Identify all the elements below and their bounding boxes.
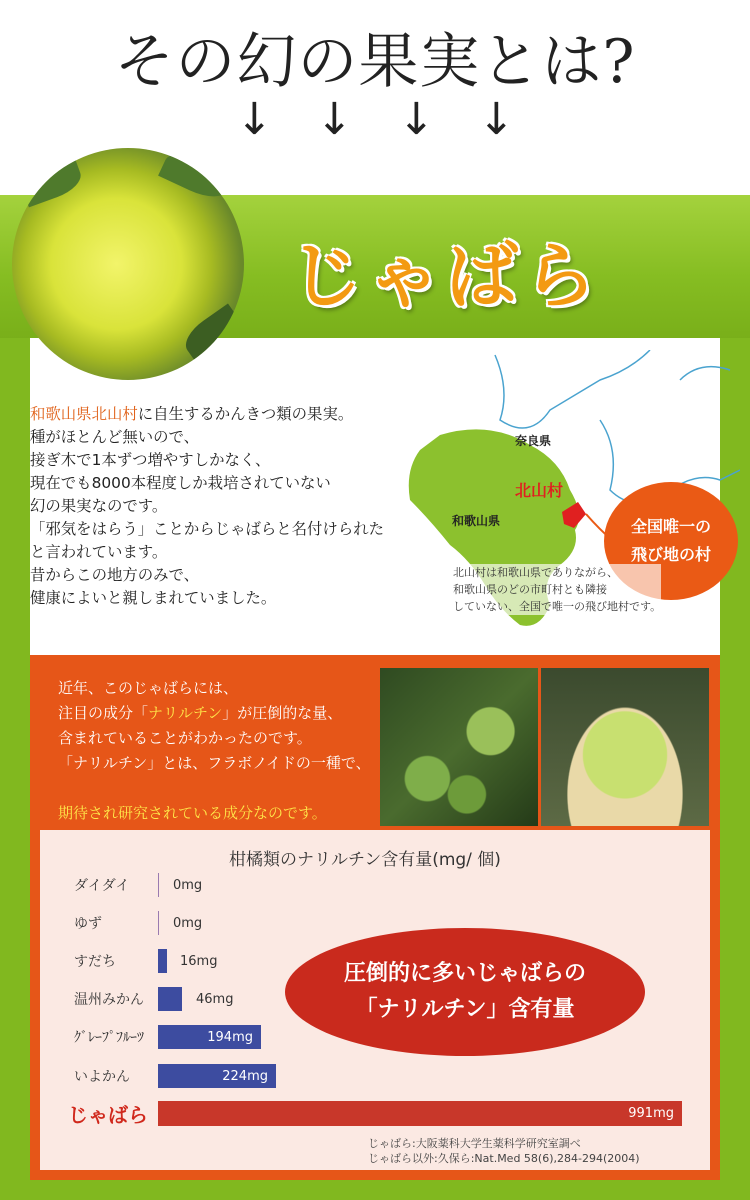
chart-value-label: 46mg bbox=[196, 992, 234, 1007]
intro-text bbox=[30, 403, 420, 610]
naringin-line: 注目の成分「ナリルチン」が圧倒的な量、 bbox=[58, 704, 343, 722]
intro-highlight: 和歌山県北山村 bbox=[30, 405, 138, 423]
chart-bar bbox=[158, 873, 159, 897]
map-label-wakayama: 和歌山県 bbox=[452, 514, 501, 528]
source-line: じゃばら:大阪薬科大学生薬科学研究室調べ bbox=[368, 1137, 581, 1150]
map-note bbox=[453, 564, 661, 615]
jabara-tree-photo bbox=[380, 668, 538, 826]
chart-value-label: 194mg bbox=[207, 1030, 253, 1045]
intro-line: 現在でも8000本程度しか栽培されていない bbox=[30, 474, 331, 492]
chart-bar bbox=[158, 987, 182, 1011]
naringin-line: 含まれていることがわかったのです。 bbox=[58, 729, 312, 747]
page-title: その幻の果実とは? bbox=[114, 27, 636, 97]
jabara-harvest-basket-photo bbox=[541, 668, 709, 826]
chart-category-label: 温州みかん bbox=[74, 992, 144, 1008]
intro-line: 幻の果実なのです。 bbox=[30, 497, 168, 515]
map-note-line: 北山村は和歌山県でありながら、 bbox=[453, 566, 618, 579]
intro-line: 「邪気をはらう」ことからじゃばらと名付けられた bbox=[30, 520, 384, 538]
down-arrow-icon: ↓ bbox=[478, 94, 515, 145]
intro-line: 昔からこの地方のみで、 bbox=[30, 566, 199, 584]
naringin-text bbox=[58, 676, 378, 826]
map-note-line: していない、全国で唯一の飛び地村です。 bbox=[453, 600, 662, 613]
source-line: じゃばら以外:久保ら:Nat.Med 58(6),284-294(2004) bbox=[368, 1152, 640, 1165]
chart-value-label: 224mg bbox=[222, 1069, 268, 1084]
down-arrow-icon: ↓ bbox=[398, 94, 435, 145]
jabara-fruit-photo bbox=[12, 148, 244, 380]
chart-category-label: じゃばら bbox=[68, 1103, 148, 1127]
badge-line: 全国唯一の bbox=[630, 517, 711, 536]
chart-value-label: 0mg bbox=[173, 878, 203, 893]
chart-title: 柑橘類のナリルチン含有量(mg/ 個) bbox=[229, 850, 501, 870]
callout-ellipse bbox=[285, 928, 645, 1056]
chart-value-label: 0mg bbox=[173, 916, 203, 931]
naringin-line: 期待され研究されている成分なのです。 bbox=[58, 804, 327, 822]
intro-line: 健康によいと親しまれていました。 bbox=[30, 589, 277, 607]
chart-value-label: 16mg bbox=[180, 954, 218, 969]
intro-line: 種がほとんど無いので、 bbox=[30, 428, 199, 446]
naringin-line: 「ナリルチン」とは、フラボノイドの一種で、 bbox=[58, 754, 371, 772]
chart-bar bbox=[158, 949, 167, 973]
chart-category-label: ゆず bbox=[74, 916, 102, 932]
down-arrow-icon: ↓ bbox=[316, 94, 353, 145]
chart-value-label: 991mg bbox=[628, 1106, 674, 1121]
product-name: じゃばら bbox=[290, 234, 603, 318]
map-label-nara: 奈良県 bbox=[515, 434, 552, 448]
chart-category-label: すだち bbox=[74, 954, 116, 970]
chart-category-label: ダイダイ bbox=[74, 878, 130, 894]
chart-category-label: いよかん bbox=[74, 1069, 130, 1085]
intro-line: 接ぎ木で1本ずつ増やすしかなく、 bbox=[30, 451, 271, 469]
map-label-kitayama: 北山村 bbox=[515, 481, 564, 500]
chart-source bbox=[368, 1136, 640, 1166]
intro-line: に自生するかんきつ類の果実。 bbox=[137, 405, 354, 423]
naringin-line: 近年、このじゃばらには、 bbox=[58, 679, 239, 697]
intro-line: と言われています。 bbox=[30, 543, 168, 561]
down-arrow-icon: ↓ bbox=[236, 94, 273, 145]
chart-category-label: ｸﾞﾚｰﾌﾟﾌﾙｰﾂ bbox=[74, 1030, 144, 1046]
chart-bar bbox=[158, 1101, 682, 1126]
map-note-line: 和歌山県のどの市町村とも隣接 bbox=[453, 583, 607, 596]
callout-line: 「ナリルチン」含有量 bbox=[355, 997, 575, 1022]
callout-line: 圧倒的に多いじゃばらの bbox=[343, 961, 586, 986]
chart-bar bbox=[158, 911, 159, 935]
badge-line: 飛び地の村 bbox=[630, 545, 711, 564]
naringin-highlight: ナリルチン bbox=[148, 704, 223, 722]
